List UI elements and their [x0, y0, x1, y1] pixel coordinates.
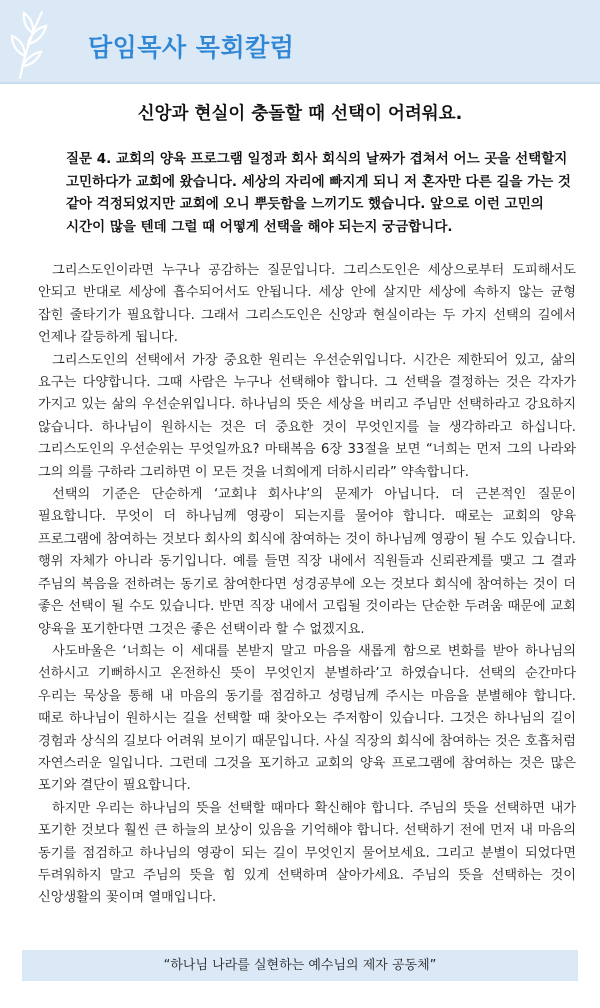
header-divider	[0, 82, 600, 84]
body-paragraph: 선택의 기준은 단순하게 ‘교회냐 회사냐’의 문제가 아닙니다. 더 근본적인 질문이 필요합니다. 무엇이 더 하나님께 영광이 되는지를 물어야 합니다. 때로는 교회의 양육 프로그램에 참여하는 것보다 회사의 회식에 참여하는 것이 하나님께 영광이 될 수도 있습니다. 행위 자체가 아니라 동기입니다. 예를 들면 직장 내에서 직원들과 신뢰관계를 맺고 그 결과 주님의 복음을 전하려는 동기로 참여한다면 성경공부에 오는 것보다 회식에 참여하는 것이 더 좋은 선택이 될 수도 있습니다. 반면 직장 내에서 고립될 것이라는 단순한 두려움 때문에 교회 양육을 포기한다면 그것은 좋은 선택이라 할 수 없겠지요.	[38, 487, 576, 637]
body-paragraph: 그리스도인이라면 누구나 공감하는 질문입니다. 그리스도인은 세상으로부터 도피해서도 안되고 반대로 세상에 흡수되어서도 안됩니다. 세상 안에 살지만 세상에 속하지 않는 균형 잡힌 줄타기가 필요합니다. 그래서 그리스도인은 신앙과 현실이라는 두 가지 선택의 길에서 언제나 갈등하게 됩니다.	[38, 263, 576, 346]
body-paragraph: 그리스도인의 선택에서 가장 중요한 원리는 우선순위입니다. 시간은 제한되어 있고, 삶의 요구는 다양합니다. 그때 사람은 누구나 선택해야 합니다. 그 선택을 결정하는 것은 각자가 가지고 있는 삶의 우선순위입니다. 하나님의 뜻은 세상을 버리고 주님만 선택하라고 강요하지 않습니다. 하나님이 원하시는 것은 더 중요한 것이 무엇인지를 늘 생각하라고 하십니다. 그리스도인의 우선순위는 무엇일까요? 마태복음 6장 33절을 보면 “너희는 먼저 그의 나라와 그의 의를 구하라 그리하면 이 모든 것을 너희에게 더하시리라” 약속합니다.	[38, 352, 576, 480]
column-header	[0, 0, 600, 82]
column-title: 담임목사 목회칼럼	[88, 33, 295, 62]
article-body	[38, 260, 576, 910]
church-motto: “하나님 나라를 실현하는 예수님의 제자 공동체”	[163, 958, 437, 973]
body-paragraph: 하지만 우리는 하나님의 뜻을 선택할 때마다 확신해야 합니다. 주님의 뜻을 선택하면 내가 포기한 것보다 훨씬 큰 하늘의 보상이 있음을 기억해야 합니다. 선택하기 전에 먼저 내 마음의 동기를 점검하고 하나님의 영광이 되는 길이 무엇인지 물어보세요. 그리고 분별이 되었다면 두려워하지 말고 주님의 뜻을 힘 있게 선택하며 살아가세요. 주님의 뜻을 선택하는 것이 신앙생활의 꽃이며 열매입니다.	[38, 800, 576, 906]
leaf-branch-icon	[6, 6, 54, 80]
question-text: 질문 4. 교회의 양육 프로그램 일정과 회사 회식의 날짜가 겹쳐서 어느 곳을 선택할지 고민하다가 교회에 왔습니다. 세상의 자리에 빠지게 되니 저 혼자만 다른 길을 가는 것 같아 걱정되었지만 교회에 오니 뿌듯함을 느끼기도 했습니다. 앞으로 이런 고민의 시간이 많을 텐데 그럴 때 어떻게 선택을 해야 되는지 궁금합니다.	[66, 151, 571, 235]
body-paragraph: 사도바울은 ‘너희는 이 세대를 본받지 말고 마음을 새롭게 함으로 변화를 받아 하나님의 선하시고 기뻐하시고 온전하신 뜻이 무엇인지 분별하라’고 하였습니다. 선택의 순간마다 우리는 묵상을 통해 내 마음의 동기를 점검하고 성령님께 주시는 마음을 분별해야 합니다. 때로 하나님이 원하시는 길을 선택할 때 찾아오는 주저함이 있습니다. 그것은 하나님의 길이 경험과 상식의 길보다 어려워 보이기 때문입니다. 사실 직장의 회식에 참여하는 것은 호흡처럼 자연스러운 일입니다. 그런데 그것을 포기하고 교회의 양육 프로그램에 참여하는 것은 많은 포기와 결단이 필요합니다.	[38, 643, 576, 794]
article-title: 신앙과 현실이 충돌할 때 선택이 어려워요.	[137, 104, 463, 124]
